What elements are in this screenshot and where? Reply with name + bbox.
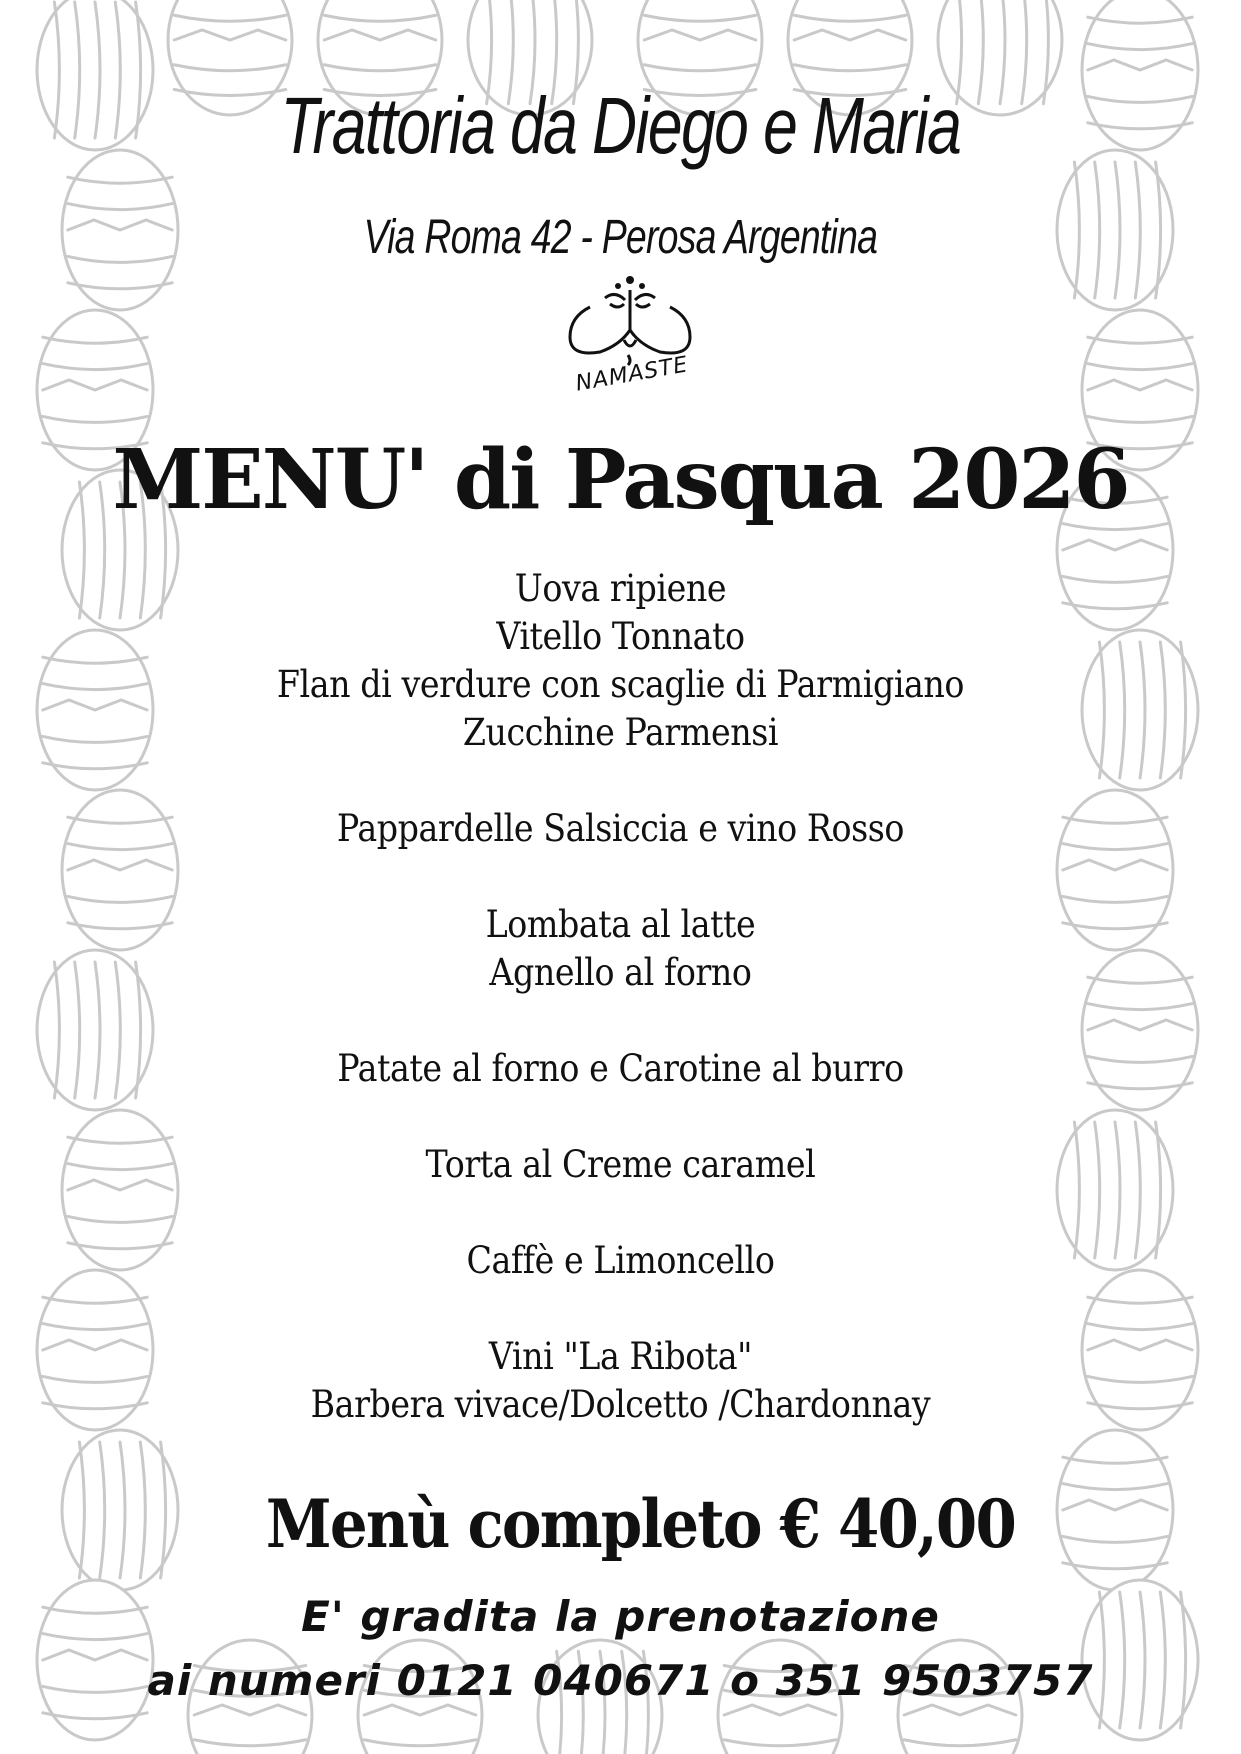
menu-item: Pappardelle Salsiccia e vino Rosso [336, 807, 905, 850]
menu-item: Agnello al forno [489, 951, 752, 994]
reservation-line-1: E' gradita la prenotazione [301, 1592, 940, 1641]
menu-price: Menù completo € 40,00 [265, 1485, 1015, 1563]
menu-title: MENU' di Pasqua 2026 [112, 432, 1129, 528]
menu-item: Uova ripiene [514, 567, 727, 610]
menu-item: Flan di verdure con scaglie di Parmigiano [276, 663, 965, 706]
menu-item: Torta al Creme caramel [425, 1143, 816, 1186]
menu-item: Vitello Tonnato [496, 615, 745, 658]
namaste-logo-icon [560, 270, 700, 420]
menu-item: Vini "La Ribota" [488, 1335, 753, 1378]
restaurant-name: Trattoria da Diego e Maria [280, 81, 961, 170]
menu-item: Lombata al latte [485, 903, 756, 946]
menu-item: Zucchine Parmensi [462, 711, 779, 754]
reservation-info [0, 1585, 1241, 1713]
logo-text: NAMASTE [573, 352, 691, 397]
menu-item: Patate al forno e Carotine al burro [337, 1047, 904, 1090]
menu-spacer [0, 1189, 1241, 1237]
menu-items [0, 565, 1241, 1429]
menu-item: Barbera vivace/Dolcetto /Chardonnay [310, 1383, 931, 1426]
menu-item: Caffè e Limoncello [466, 1239, 775, 1282]
menu-spacer [0, 757, 1241, 805]
menu-spacer [0, 1093, 1241, 1141]
reservation-phone-numbers: ai numeri 0121 040671 o 351 9503757 [147, 1656, 1094, 1705]
menu-spacer [0, 997, 1241, 1045]
menu-spacer [0, 1285, 1241, 1333]
menu-spacer [0, 853, 1241, 901]
restaurant-address: Via Roma 42 - Perosa Argentina [363, 211, 878, 264]
